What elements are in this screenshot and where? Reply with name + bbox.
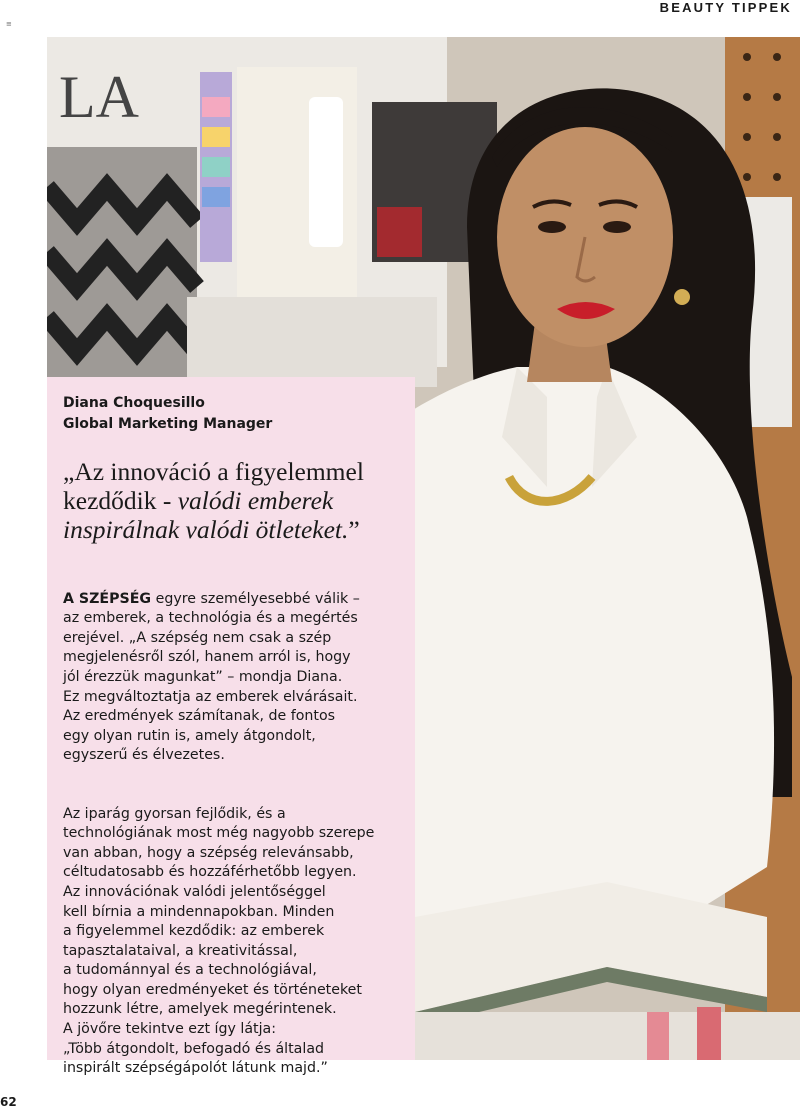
moodboard-letters: LA xyxy=(59,64,139,130)
peg-hole xyxy=(743,133,751,141)
gold-earring xyxy=(674,289,690,305)
page-number: 62 xyxy=(0,1095,17,1109)
peg-hole xyxy=(743,173,751,181)
peg-hole xyxy=(743,93,751,101)
lipstick-1 xyxy=(647,1012,669,1060)
right-eye xyxy=(603,221,631,233)
moodboard-tube xyxy=(309,97,343,247)
peg-hole xyxy=(743,53,751,61)
corner-mark: ≡ xyxy=(6,20,12,28)
table-top xyxy=(415,1012,800,1060)
color-swatch-4 xyxy=(202,187,230,207)
person-name: Diana Choquesillo xyxy=(63,395,205,411)
color-swatch-2 xyxy=(202,127,230,147)
name-block xyxy=(63,393,272,435)
quote-italic: valódi emberek inspirálnak valódi ötleteket. xyxy=(63,486,349,544)
pull-quote xyxy=(63,457,408,544)
section-label: BEAUTY TIPPEK xyxy=(659,0,792,15)
peg-hole xyxy=(773,53,781,61)
peg-hole xyxy=(773,93,781,101)
person-role: Global Marketing Manager xyxy=(63,416,273,432)
text-panel xyxy=(47,377,415,1077)
left-eye xyxy=(538,221,566,233)
moodboard-photo-red xyxy=(377,207,422,257)
lipstick-2 xyxy=(697,1007,721,1060)
paragraph-1-text: egyre személyesebbé válik – az emberek, a technológia és a megértés erejével. „A szépség nem csak a szép megjelenésről szól, hanem arról is, hogy jól érezzük magunkat” – mondja Diana. Ez megváltoztatja az emberek elvárásait. Az eredmények számítanak, de fontos egy olyan rutin is, amely átgondolt, egyszerű és élvezetes. xyxy=(63,590,360,764)
article-body xyxy=(63,570,408,1098)
color-swatch-3 xyxy=(202,157,230,177)
color-swatch-1 xyxy=(202,97,230,117)
paragraph-1 xyxy=(63,590,408,766)
peg-hole xyxy=(773,133,781,141)
paragraph-2: Az iparág gyorsan fejlődik, és a technológiának most még nagyobb szerepe van abban, hogy a szépség relevánsabb, céltudatosabb és hozzáférhetőbb legyen. Az innovációnak valódi jelentőséggel kell bírnia a mindennapokban. Minden a figyelemmel kezdődik: az emberek tapasztalataival, a kreativitással, a tudománnyal és a technológiával, hogy olyan eredményeket és történeteket hozzunk létre, amelyek megérintenek. A jövőre tekintve ezt így látja: „Több átgondolt, befogadó és általad inspirált szépségápolót látunk majd.” xyxy=(63,805,375,1077)
moodboard-bottom-panel xyxy=(187,297,437,387)
quote-text: „Az innováció a figyelemmel kezdődik - xyxy=(63,457,364,515)
quote-close: ” xyxy=(348,515,360,544)
peg-hole xyxy=(773,173,781,181)
lead-in: A SZÉPSÉG xyxy=(63,590,152,607)
